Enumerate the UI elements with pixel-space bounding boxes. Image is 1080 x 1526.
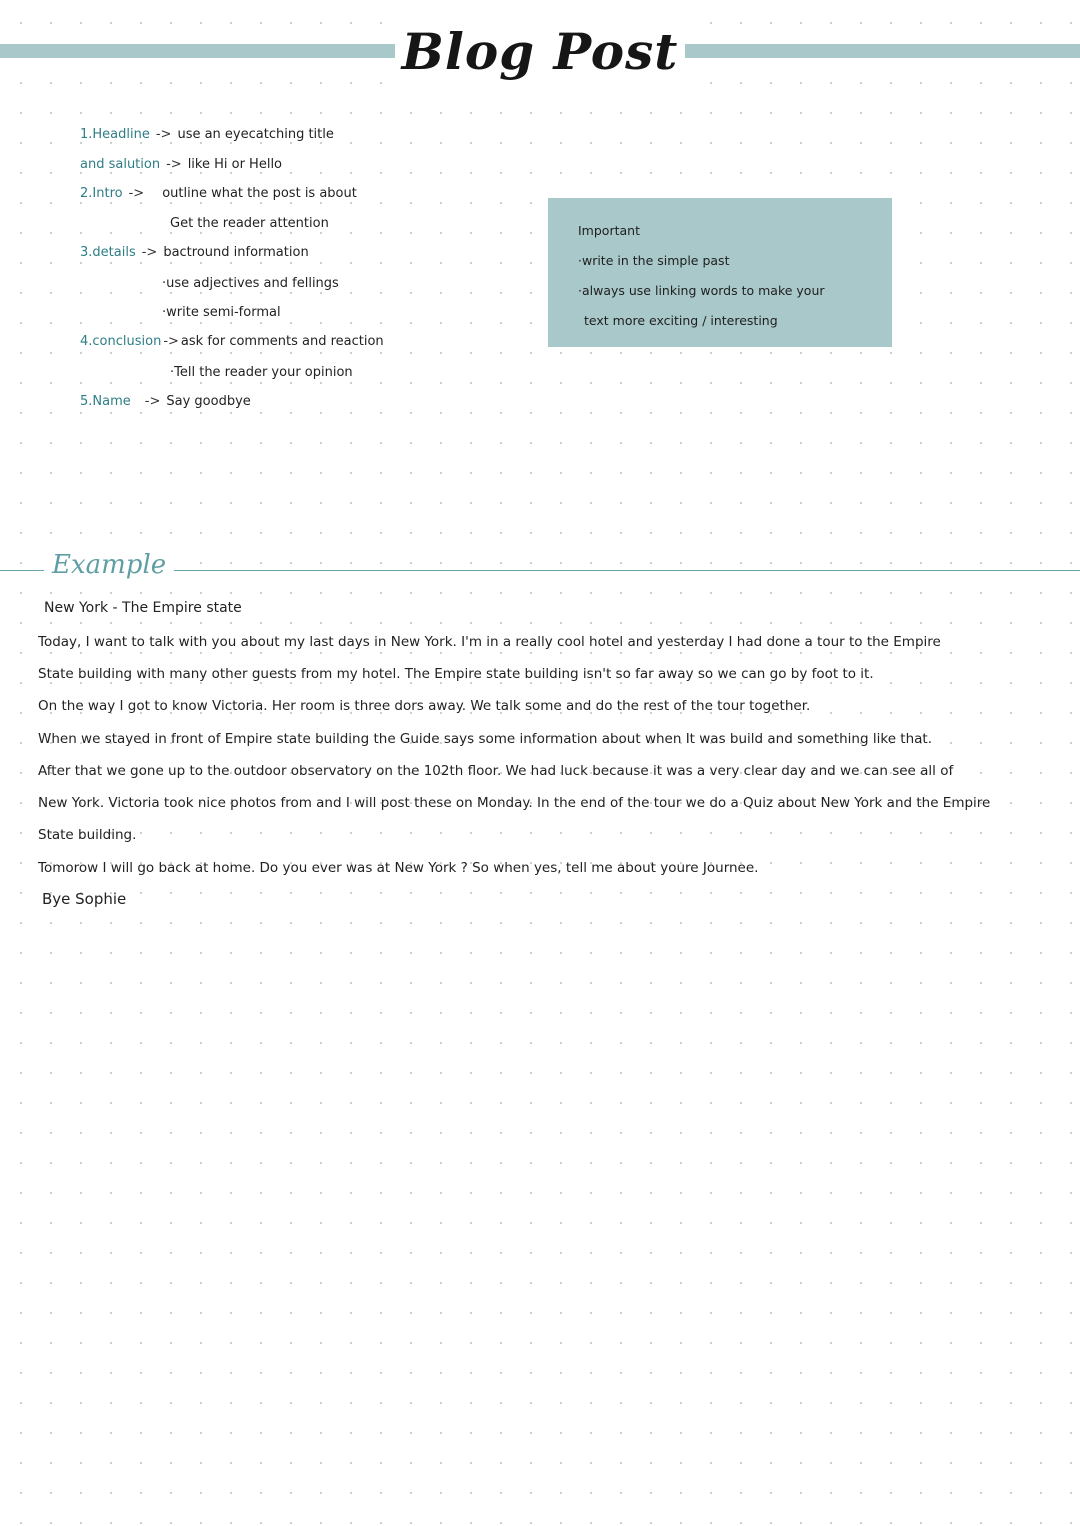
outline-text: outline what the post is about <box>162 186 357 201</box>
outline-item-salution <box>80 157 282 172</box>
outline-text: Say goodbye <box>166 394 251 409</box>
arrow-icon: -> <box>141 245 158 260</box>
paragraph-line: State building. <box>38 827 137 843</box>
outline-text: ·Tell the reader your opinion <box>170 365 353 380</box>
outline-item-conclusion <box>80 334 384 349</box>
paragraph-line: State building with many other guests from my hotel. The Empire state building isn't so far away so we can go by foot to it. <box>38 666 874 682</box>
outline-text: ask for comments and reaction <box>180 334 384 349</box>
signoff: Bye Sophie <box>42 890 127 908</box>
outline-label: 1.Headline <box>80 127 150 142</box>
outline-text: bactround information <box>163 245 309 260</box>
outline-item-details-sub1 <box>162 276 339 291</box>
arrow-icon: -> <box>166 157 182 172</box>
outline-item-name <box>80 394 251 409</box>
outline-item-intro-sub <box>170 216 329 231</box>
paragraph-line: On the way I got to know Victoria. Her room is three dors away. We talk some and do the rest of the tour together. <box>38 698 811 714</box>
outline-label: 3.details <box>80 245 136 260</box>
outline-label: 2.Intro <box>80 186 123 201</box>
important-line: text more exciting / interesting <box>584 313 778 328</box>
arrow-icon: -> <box>163 334 179 349</box>
paragraph-line: When we stayed in front of Empire state building the Guide says some information about when It was build and something like that. <box>38 731 932 747</box>
example-label: Example <box>44 550 174 580</box>
paragraph-line: After that we gone up to the outdoor observatory on the 102th floor. We had luck because it was a very clear day and we can see all of <box>38 763 954 779</box>
page-title: Blog Post <box>395 18 685 86</box>
paragraph-line: Today, I want to talk with you about my last days in New York. I'm in a really cool hotel and yesterday I had done a tour to the Empire <box>38 634 941 650</box>
paragraph-line: New York. Victoria took nice photos from and I will post these on Monday. In the end of the tour we do a Quiz about New York and the Empire <box>38 795 991 811</box>
important-line: ·always use linking words to make your <box>578 283 825 298</box>
outline-label: 4.conclusion <box>80 334 162 349</box>
important-box <box>548 198 892 347</box>
outline-label: and salution <box>80 157 161 172</box>
outline-text: ·use adjectives and fellings <box>162 276 339 291</box>
outline-item-details-sub2 <box>162 305 281 320</box>
arrow-icon: -> <box>144 394 161 409</box>
important-heading: Important <box>578 223 640 238</box>
paragraph-line: Tomorow I will go back at home. Do you ever was at New York ? So when yes, tell me about youre Journee. <box>38 860 759 876</box>
outline-label: 5.Name <box>80 394 131 409</box>
outline-item-details <box>80 245 309 260</box>
outline-text: Get the reader attention <box>170 216 329 231</box>
outline-item-intro <box>80 186 357 201</box>
arrow-icon: -> <box>155 127 172 142</box>
important-line: ·write in the simple past <box>578 253 730 268</box>
arrow-icon: -> <box>128 186 145 201</box>
outline-item-conclusion-sub <box>170 365 353 380</box>
outline-text: use an eyecatching title <box>177 127 334 142</box>
example-subtitle: New York - The Empire state <box>44 600 242 616</box>
outline-text: ·write semi-formal <box>162 305 281 320</box>
outline-item-headline <box>80 127 334 142</box>
outline-text: like Hi or Hello <box>187 157 283 172</box>
